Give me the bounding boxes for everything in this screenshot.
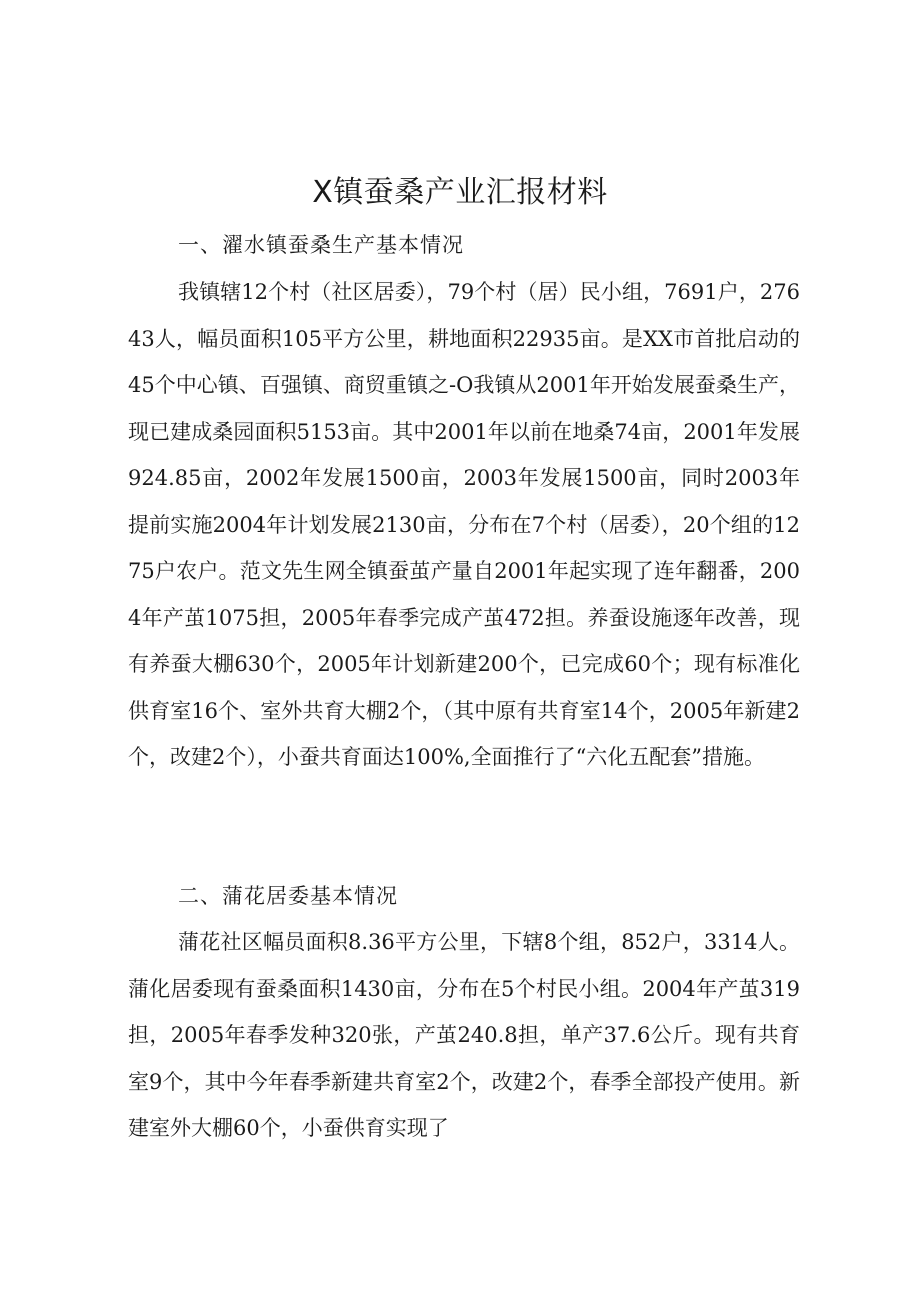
section-paragraph-1: 我镇辖12个村（社区居委），79个村（居）民小组，7691户，27643人，幅员面积105平方公里，耕地面积22935亩。是XX市首批启动的45个中心镇、百强镇、商贸重镇之-O我镇从2001年开始发展蚕桑生产，现已建成桑园面积5153亩。其中2001年以前在地桑74亩，2001年发展924.85亩，2002年发展1500亩，2003年发展1500亩，同时2003年提前实施2004年计划发展2130亩，分布在7个村（居委），20个组的1275户农户。范文先生网全镇蚕茧产量自2001年起实现了连年翻番，2004年产茧1075担，2005年春季完成产茧472担。养蚕设施逐年改善，现有养蚕大棚630个，2005年计划新建200个，已完成60个；现有标准化供育室16个、室外共育大棚2个，（其中原有共育室14个，2005年新建2个，改建2个），小蚕共育面达100%,全面推行了“六化五配套”措施。	[128, 280, 800, 769]
section-heading-1: 一、濯水镇蚕桑生产基本情况	[178, 233, 464, 257]
section-paragraph-2: 蒲花社区幅员面积8.36平方公里，下辖8个组，852户，3314人。蒲化居委现有蚕桑面积1430亩，分布在5个村民小组。2004年产茧319担，2005年春季发种320张，产茧240.8担，单产37.6公斤。现有共育室9个，其中今年春季新建共育室2个，改建2个，春季全部投产使用。新建室外大棚60个，小蚕供育实现了	[128, 930, 800, 1140]
document-title: X镇蚕桑产业汇报材料	[312, 175, 608, 210]
section-heading-2: 二、蒲花居委基本情况	[178, 884, 398, 908]
